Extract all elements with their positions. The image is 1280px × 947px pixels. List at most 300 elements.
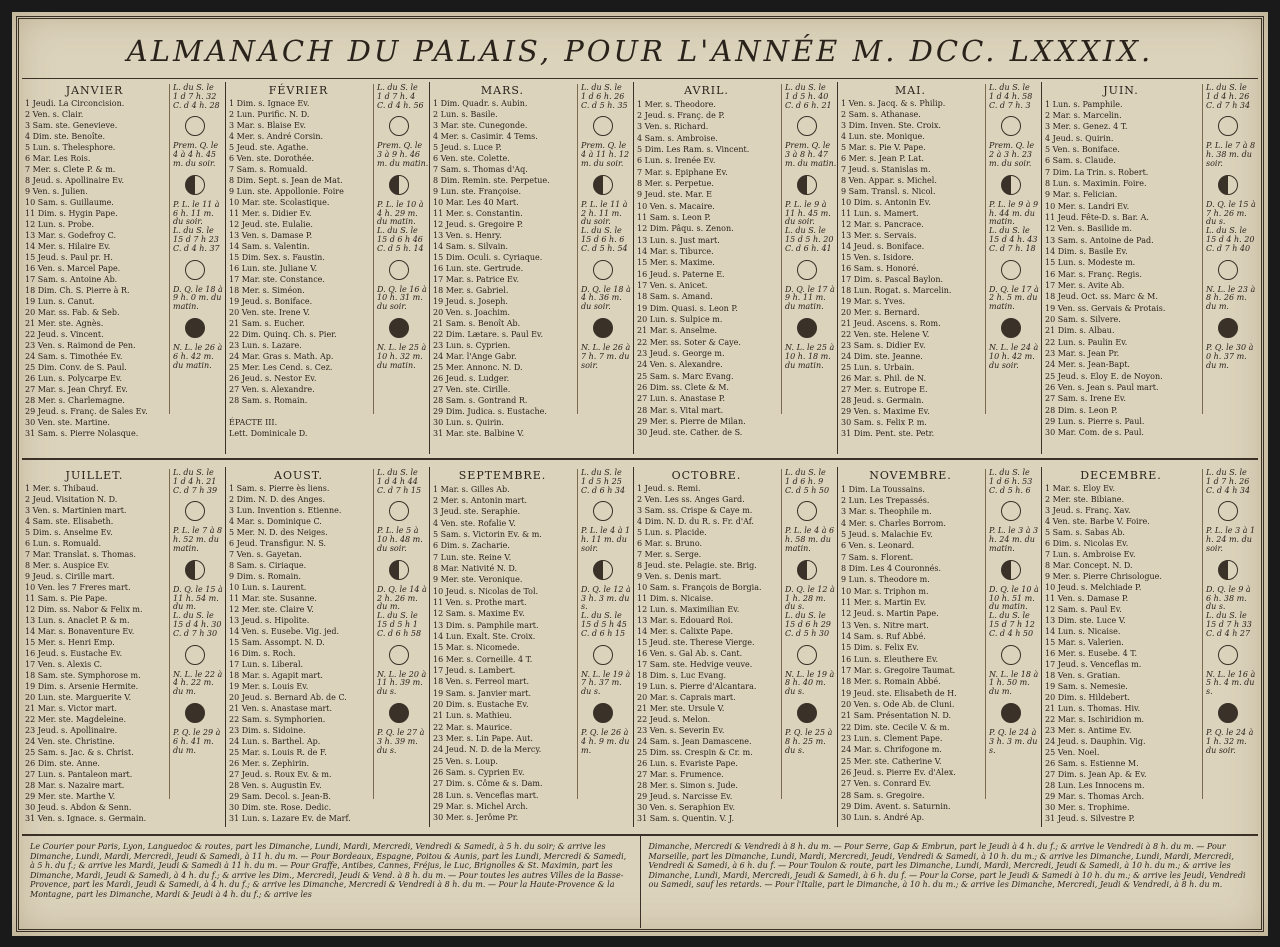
day-entry: 12 Mer. ste. Claire V. [229,605,314,615]
moon-phase-icon [1218,501,1238,521]
day-entry: 21 Lun. s. Thomas. Hiv. [1045,703,1141,713]
sun-moon-column [169,469,225,799]
month-column-septembre [430,467,634,827]
ephemeris-note: D. Q. le 12 à 1 h. 28 m. du s. [785,584,835,612]
day-entry: 20 Dim. s. Eustache Ev. [433,699,529,709]
ephemeris-note: P. Q. le 24 à 1 h. 32 m. du soir. [1206,727,1254,755]
day-entry: 14 Sam. s. Valentin. [229,242,310,252]
ephemeris-note: C. d 4 h. 56 [377,100,424,110]
day-entry: 20 Ven. ste. Irene V. [229,307,310,317]
day-entry: 15 Jeud. ste. Therese Vierge. [637,638,755,648]
day-entry: 25 Mar. s. Louis R. de F. [229,747,327,757]
day-entry: 1 Mer. s. Theodore. [637,99,716,109]
day-entry: 11 Jeud. Fête-D. s. Bar. A. [1045,212,1149,222]
day-entry: 30 Mer. s. Jerôme Pr. [433,813,519,823]
day-entry: 4 Lun. ste. Monique. [841,132,925,142]
month-name: OCTOBRE. [671,469,742,482]
ephemeris-note: L. du S. le [581,468,622,477]
ephemeris-note: 15 d 4 h. 43 [989,234,1038,244]
day-entry: 7 Mer. s. Clete P. & m. [25,165,116,175]
day-entry: 27 Dim. s. Côme & s. Dam. [433,779,543,789]
day-entry: 19 Dim. s. Arsenie Hermite. [25,681,139,691]
day-entry: 8 Lun. s. Maximin. Foire. [1045,178,1147,188]
moon-phase-icon [593,703,613,723]
ephemeris-note: Prem. Q. le 3 à 9 h. 46 m. du matin. [377,141,429,168]
ephemeris-note: P. L. le 9 à 11 h. 45 m. du soir. [785,199,831,227]
day-entry: 11 Ven. s. Damase P. [1045,594,1129,604]
day-entry: 10 Ven. les 7 Freres mart. [25,583,131,593]
day-entry: 16 Lun. s. Eleuthere Ev. [841,654,939,664]
ephemeris-note: 1 d 7 h. 32 [173,91,217,101]
day-entry: 21 Ven. s. Anastase mart. [229,703,333,713]
day-entry: 22 Mer. ss. Soter & Caye. [637,337,741,347]
month-name: JUILLET. [65,469,124,482]
moon-phase-icon [593,501,613,521]
ephemeris-note: C. d 6 h 34 [581,485,626,495]
day-entry: 17 Ven. s. Alexis C. [25,659,103,669]
day-entry: 4 Ven. ste. Rofalie V. [433,518,516,528]
ephemeris-note: P. L. le 9 à 9 h. 44 m. du matin. [989,199,1039,227]
day-entry: 24 Mar. s. Chrifogone m. [841,745,942,755]
months-first-half [22,82,1258,454]
day-entry: 3 Jeud. ste. Seraphie. [433,507,520,517]
day-entry: 3 Jeud. s. Franç. Xav. [1045,506,1131,516]
day-entry: 5 Ven. s. Boniface. [1045,144,1120,154]
day-entry: 4 Mer. s. Charles Borrom. [841,518,946,528]
day-list [433,99,575,439]
day-list [229,484,371,824]
day-entry: 27 Ven. s. Alexandre. [229,384,315,394]
day-entry: 17 Mer. s. Avite Ab. [1045,280,1125,290]
day-entry: 1 Mar. s. Gilles Ab. [433,484,510,494]
ephemeris-note: N. L. le 19 à 8 h. 40 m. du s. [785,669,835,697]
day-entry: 18 Mer. s. Siméon. [229,285,305,295]
ephemeris-note: L. du S. le [785,611,826,621]
day-entry: 28 Dim. s. Leon P. [1045,405,1118,415]
day-entry: 19 Ven. ss. Gervais & Protais. [1045,303,1166,313]
ephemeris-note: 1 d 7 h. 26 [1206,476,1250,486]
day-entry: 25 Lun. s. Urbain. [841,362,915,372]
moon-phase-icon [185,116,205,136]
sun-moon-column [781,84,837,414]
day-entry: 24 Mar. Gras s. Math. Ap. [229,351,334,361]
ephemeris-note: L. du S. le [785,226,826,236]
day-entry: 22 Mar. s. Maurice. [433,722,513,732]
day-entry: 24 Ven. s. Alexandre. [637,360,723,370]
day-entry: 13 Mar. s. Godefroy C. [25,231,117,241]
day-entry: 14 Jeud. s. Boniface. [841,242,925,252]
day-entry: 11 Mar. ste. Susanne. [229,594,317,604]
day-entry: 2 Ven. Les ss. Anges Gard. [637,495,745,505]
day-entry: 10 Sam. s. Guillaume. [25,198,114,208]
ephemeris-note: P. L. le 3 à 3 h. 24 m. du matin. [989,526,1039,553]
day-list [433,484,575,824]
month-name: MAI. [894,84,927,97]
moon-phase-icon [185,560,205,580]
day-entry: 24 Jeud. s. Dauphin. Vig. [1045,736,1146,746]
moon-phase-icon [1218,260,1238,280]
day-entry: 28 Ven. s. Augustin Ev. [229,780,322,790]
day-list [229,99,371,439]
day-entry: 7 Sam. s. Florent. [841,552,914,562]
day-entry: 24 Sam. s. Jean Damascene. [637,736,752,746]
day-entry: 16 Ven. s. Marcel Pape. [25,264,121,274]
day-entry: 19 Jeud. ste. Elisabeth de H. [841,688,957,698]
day-entry: 21 Mar. s. Victor mart. [25,703,117,713]
day-entry: 13 Dim. s. Pamphile mart. [433,620,539,630]
day-entry: 10 Mar. s. Triphon m. [841,586,929,596]
day-entry: 8 Ven. Appar. s. Michel. [841,176,937,186]
day-entry: 8 Dim. Sept. s. Jean de Mat. [229,176,343,186]
ephemeris-note: P. L. le 5 à 10 h. 48 m. du soir. [377,526,423,553]
day-entry: 24 Dim. ste. Jeanne. [841,351,923,361]
ephemeris-note: L. du S. le [1206,83,1247,92]
ephemeris-note: P. Q. le 29 à 6 h. 41 m. du m. [173,727,221,755]
sun-moon-column [781,469,837,799]
day-entry: 6 Mer. s. Jean P. Lat. [841,154,924,164]
day-entry: 5 Lun. s. Placide. [637,528,707,538]
ephemeris-note: N. L. le 23 à 8 h. 26 m. du m. [1206,284,1256,312]
moon-phase-icon [797,501,817,521]
day-entry: 12 Ven. s. Basilide m. [1045,224,1132,234]
day-entry: 26 Ven. s. Jean s. Paul mart. [1045,382,1159,392]
day-entry: 6 Lun. s. Irenée Ev. [637,156,716,166]
day-entry: 16 Lun. ste. Juliane V. [229,264,318,274]
ephemeris-note: Prem. Q. le 2 à 3 h. 23 m. du soir. [989,141,1035,168]
day-entry: 4 Mer. s. André Corsin. [229,132,324,142]
moon-phase-icon [1001,318,1021,338]
ephemeris-note: C. d 7 h 30 [173,628,218,638]
day-entry: 6 Lun. s. Romuald. [25,539,102,549]
day-entry: 8 Sam. s. Ciriaque. [229,561,307,571]
day-entry: 11 Mer. s. Constantin. [433,209,523,219]
day-list [841,484,983,824]
day-entry: 20 Ven. s. Joachim. [433,307,511,317]
ephemeris-note: 1 d 4 h 44 [377,476,418,486]
day-entry: 24 Sam. s. Timothée Ev. [25,351,123,361]
moon-phase-icon [389,703,409,723]
day-entry: 8 Mer. s. Perpetue. [637,178,714,188]
day-entry: 29 Mar. s. Thomas Arch. [1045,791,1144,801]
moon-phase-icon [1218,116,1238,136]
day-entry: 25 Mer. ste. Catherine V. [841,756,942,766]
moon-phase-icon [797,116,817,136]
day-entry: 29 Dim. Judica. s. Eustache. [433,406,547,416]
day-entry: 12 Lun. s. Maximilian Ev. [637,605,740,615]
day-entry: 1 Mar. s. Eloy Ev. [1045,484,1116,494]
day-entry: 19 Dim. Quasi. s. Leon P. [637,303,738,313]
month-name: MARS. [480,84,525,97]
day-entry: 7 Ven. s. Gayetan. [229,550,302,560]
ephemeris-note: C. d 4 h 50 [989,628,1034,638]
ephemeris-note: N. L. le 18 à 1 h. 50 m. du m. [989,669,1039,697]
day-entry: 3 Mar. s. Theophile m. [841,507,932,517]
day-entry: 1 Lun. s. Pamphile. [1045,99,1123,109]
ephemeris-note: Prem. Q. le 3 à 8 h. 47 m. du matin. [785,141,837,168]
ephemeris-note: P. L. le 4 à 6 h. 58 m. du matin. [785,526,835,553]
ephemeris-note: C. d 7 h. 18 [989,243,1036,253]
moon-phase-icon [1218,318,1238,338]
day-entry: 18 Mar. s. Agapit mart. [229,670,323,680]
day-entry: 23 Dim. s. Sidoine. [229,725,306,735]
day-entry: 27 Mer. s. Eutrope E. [841,384,928,394]
day-entry: 15 Jeud. s. Paul pr. H. [25,253,113,263]
day-entry: 1 Ven. s. Jacq. & s. Philip. [841,99,946,109]
month-name: JUIN. [1103,84,1139,97]
day-entry: 15 Dim. Oculi. s. Cyriaque. [433,253,543,263]
day-entry: 21 Jeud. Ascens. s. Rom. [841,318,941,328]
day-entry: 6 Dim. s. Zacharie. [433,541,510,551]
day-entry: 6 Mar. s. Bruno. [637,539,703,549]
day-list [1045,99,1187,439]
day-entry: 10 Sam. s. François de Borgia. [637,583,762,593]
day-entry: 4 Sam. ste. Elisabeth. [25,517,114,527]
day-entry: 24 Lun. s. Barthel. Ap. [229,736,321,746]
month-name: FÉVRIER [268,84,329,97]
ephemeris-note: 15 d 6 h 29 [785,619,831,629]
day-entry: 24 Mar. l'Ange Gabr. [433,351,517,361]
day-entry: 14 Sam. s. Ruf Abbé. [841,631,926,641]
day-entry: 23 Lun. s. Clement Pape. [841,733,943,743]
ephemeris-note: 1 d 6 h. 26 [581,91,625,101]
ephemeris-note: L. du S. le [785,83,826,92]
sun-moon-column [1202,469,1258,799]
ephemeris-note: L. du S. le [173,468,214,477]
day-entry: 12 Jeud. s. Martin Pape. [841,609,939,619]
day-entry: 4 Jeud. s. Quirin. [1045,133,1114,143]
ephemeris-note: 1 d 6 h. 9 [785,476,824,486]
sun-moon-column [985,84,1041,414]
day-entry: 13 Sam. s. Antoine de Pad. [1045,235,1154,245]
ephemeris-note: L. du S. le [377,83,418,92]
day-entry: 18 Ven. s. Ferreol mart. [433,677,530,687]
ephemeris-note: P. Q. le 25 à 8 h. 25 m. du s. [785,727,833,755]
day-list [637,484,779,824]
day-entry: 9 Ven. s. Julien. [25,187,88,197]
day-entry: 5 Sam. s. Victorin Ev. & m. [433,529,542,539]
ephemeris-note: N. L. le 19 à 7 h. 37 m. du s. [581,669,631,697]
ephemeris-note: N. L. le 25 à 10 h. 32 m. du matin. [377,342,427,370]
day-entry: 15 Mer. s. Maxime. [637,258,715,268]
moon-phase-icon [1001,116,1021,136]
moon-phase-icon [797,703,817,723]
month-name: SEPTEMBRE. [458,469,547,482]
day-entry: 7 Mar. Translat. s. Thomas. [25,550,136,560]
day-entry: 17 Dim. s. Pascal Baylon. [841,274,944,284]
day-entry: 18 Mer. s. Romain Abbé. [841,677,941,687]
day-entry: 14 Mar. s. Tiburce. [637,246,714,256]
moon-phase-icon [593,116,613,136]
day-entry: 11 Dim. s. Nicaise. [637,594,714,604]
day-entry: 11 Mer. s. Didier Ev. [229,209,312,219]
day-entry: 10 Mar. ste. Scolastique. [229,198,330,208]
sun-moon-column [169,84,225,414]
month-column-juin [1042,82,1258,454]
ephemeris-note: C. d 7 h 40 [1206,243,1251,253]
day-entry: 13 Dim. ste. Luce V. [1045,616,1126,626]
day-entry: 17 Ven. s. Anicet. [637,280,708,290]
ephemeris-note: C. d 5 h. 35 [581,100,628,110]
day-entry: 5 Mar. s. Pie V. Pape. [841,143,926,153]
ephemeris-note: P. L. le 7 à 8 h. 38 m. du soir. [1206,141,1256,168]
day-entry: 5 Lun. s. Thelesphore. [25,143,116,153]
ephemeris-note: D. Q. le 16 à 10 h. 31 m. du soir. [377,284,427,312]
day-entry: 26 Jeud. s. Nestor Ev. [229,373,317,383]
day-entry: 29 Mer. ste. Marthe V. [25,791,116,801]
day-entry: 26 Dim. ss. Clete & M. [637,382,729,392]
day-list [1045,484,1187,824]
day-entry: 4 Mer. s. Casimir. 4 Tems. [433,132,538,142]
day-entry: 21 Lun. s. Mathieu. [433,711,512,721]
day-entry: 17 Jeud. s. Lambert. [433,665,516,675]
day-entry: 1 Dim. Quadr. s. Aubin. [433,99,528,109]
ephemeris-note: L. du S. le [989,468,1030,477]
day-entry: 28 Mar. s. Nazaire mart. [25,780,125,790]
day-entry: 2 Lun. Purific. N. D. [229,110,310,120]
day-entry: 16 Ven. s. Gal Ab. s. Cant. [637,649,743,659]
ephemeris-note: N. L. le 26 à 6 h. 42 m. du matin. [173,342,223,370]
ephemeris-note: C. d 4 h. 37 [173,243,220,253]
ephemeris-note: C. d 5 h. 6 [989,485,1031,495]
moon-phase-icon [389,260,409,280]
day-entry: 23 Sam. s. Didier Ev. [841,340,926,350]
day-entry: 4 Ven. ste. Barbe V. Foire. [1045,517,1150,527]
ephemeris-note: C. d 4 h 34 [1206,485,1251,495]
day-entry: 22 Mer. ste. Magdeleine. [25,714,127,724]
day-entry: 14 Sam. s. Silvain. [433,242,508,252]
ephemeris-note: L. du S. le [377,468,418,477]
day-entry: 30 Jeud. ste. Cather. de S. [637,428,743,438]
ephemeris-note: 15 d 7 h 23 [173,234,219,244]
day-entry: 1 Mer. s. Thibaud. [25,484,99,494]
day-entry: 26 Dim. ste. Anne. [25,758,100,768]
moon-phase-icon [389,318,409,338]
day-entry: 24 Mer. s. Jean-Bapt. [1045,360,1130,370]
month-column-decembre [1042,467,1258,827]
day-entry: 22 Dim. Lætare. s. Paul Ev. [433,329,544,339]
ephemeris-note: 15 d 5 h 45 [581,619,627,629]
day-entry: 13 Lun. s. Anaclet P. & m. [25,616,130,626]
day-entry: 16 Jeud. s. Paterne E. [637,269,725,279]
day-entry: 23 Ven. s. Severin Ev. [637,725,725,735]
day-entry: 14 Mer. s. Hilaire Ev. [25,242,111,252]
ephemeris-note: C. d 7 h 34 [1206,100,1251,110]
day-entry: 27 Ven. ste. Cirille. [433,384,511,394]
ephemeris-note: L. du S. le [989,226,1030,236]
ephemeris-note: 15 d 7 h 33 [1206,619,1252,629]
moon-phase-icon [185,175,205,195]
day-entry: 23 Mer. s. Lin Pape. Aut. [433,733,533,743]
ephemeris-note: C. d 4 h 27 [1206,628,1251,638]
day-entry: 15 Lun. s. Modeste m. [1045,258,1136,268]
day-entry: 30 Jeud. s. Abdon & Senn. [25,802,132,812]
day-entry: 6 Dim. s. Nicolas Ev. [1045,539,1129,549]
day-entry: 19 Jeud. s. Joseph. [433,296,508,306]
day-entry: 17 Mar. s. Gregoire Taumat. [841,665,956,675]
day-entry: 21 Sam. s. Benoît Ab. [433,318,521,328]
day-entry: 26 Sam. s. Estienne M. [1045,758,1139,768]
day-entry: 15 Ven. s. Isidore. [841,253,914,263]
day-entry: 25 Jeud. s. Eloy E. de Noyon. [1045,371,1163,381]
day-entry: 2 Mar. s. Marcelin. [1045,110,1122,120]
day-entry: 28 Sam. s. Gontrand R. [433,395,528,405]
day-entry: 7 Mer. s. Serge. [637,550,702,560]
day-entry: 27 Mar. s. Jean Chryf. Ev. [25,384,128,394]
day-entry: 25 Mer. Annonc. N. D. [433,362,523,372]
day-entry: 5 Jeud. ste. Agathe. [229,143,309,153]
postal-note-right: Dimanche, Mercredi & Vendredi à 8 h. du m. — Pour Serre, Gap & Embrun, part le Jeudi à 4 h. du f.; & arrive le Vendredi à 8 h. du m. — Pour Marseille, part les Dimanche, Lundi, Mardi, Mercredi, Jeudi, Vendredi & Samedi, à 10 h. du m.; & arrive les Dimanche, Lundi, Mardi, Mercredi, Vendredi & Samedi, à 6 h. du f. — Pour Toulon & route, part les Dimanche, Lundi, Mardi, Mercredi, Jeudi & Samedi, à 10 h. du m.; & arrive les Dimanche, Lundi, Mardi, Mercredi, Jeudi & Samedi, à 6 h. du f. — Pour la Corse, part le Jeudi & Samedi à 10 h. du m.; & arrive les Jeudi, Vendredi ou Samedi, sauf les retards. — Pour l'Italie, part le Dimanche, à 10 h. du m.; & arrive les Dimanche, Mercredi, Jeudi & Vendredi, à 8 h. du m. [648,842,1246,890]
day-entry: 10 Mar. Les 40 Mart. [433,198,519,208]
day-entry: 27 Ven. s. Conrard Ev. [841,779,932,789]
moon-phase-icon [185,318,205,338]
ephemeris-note: C. d 5 h. 54 [581,243,628,253]
day-entry: 29 Mer. s. Pierre de Milan. [637,416,746,426]
ephemeris-note: 15 d 4 h. 20 [1206,234,1255,244]
day-entry: 11 Mer. s. Martin Ev. [841,597,927,607]
day-entry: 13 Mer. s. Servais. [841,231,917,241]
day-entry: 17 Mar. ste. Constance. [229,274,325,284]
day-entry: 2 Mer. s. Antonin mart. [433,495,528,505]
day-entry: 8 Dim. Remin. ste. Perpetue. [433,176,550,186]
moon-phase-icon [593,645,613,665]
day-entry: 21 Mer. ste. Ursule V. [637,703,725,713]
day-entry: 3 Lun. Invention s. Etienne. [229,506,342,516]
day-entry: 13 Ven. s. Damase P. [229,231,313,241]
day-entry: 29 Jeud. s. Narcisse Ev. [637,791,733,801]
day-entry: 9 Dim. s. Romain. [229,572,301,582]
day-entry: 8 Jeud. ste. Pelagie. ste. Brig. [637,561,757,571]
day-entry: 31 Mar. ste. Balbine V. [433,428,525,438]
day-entry: 14 Dim. s. Basile Ev. [1045,246,1128,256]
ephemeris-note: Prem. Q. le 4 à 11 h. 12 m. du soir. [581,141,630,168]
day-entry: 18 Dim. s. Luc Evang. [637,670,726,680]
moon-phase-icon [389,501,409,521]
day-entry: 12 Sam. s. Maxime Ev. [433,609,525,619]
ephemeris-note: 1 d 7 h. 4 [377,91,416,101]
day-entry: 23 Jeud. s. Apollinaire. [25,725,118,735]
day-entry: 29 Ven. s. Maxime Ev. [841,406,930,416]
ephemeris-note: C. d 7 h 15 [377,485,422,495]
ephemeris-note: 1 d 6 h. 53 [989,476,1033,486]
moon-phase-icon [797,175,817,195]
day-entry: 10 Mer. s. Landri Ev. [1045,201,1130,211]
day-entry [229,406,371,417]
ephemeris-note: P. L. le 11 à 2 h. 11 m. du soir. [581,199,628,227]
day-entry: 2 Jeud. Visitation N. D. [25,495,118,505]
ephemeris-note: 1 d 4 h. 26 [1206,91,1250,101]
month-column-novembre [838,467,1042,827]
day-entry: 28 Jeud. s. Germain. [841,395,924,405]
moon-phase-icon [797,260,817,280]
day-entry: 4 Dim. N. D. du R. s. Fr. d'Af. [637,517,754,527]
almanac-sheet [12,12,1268,936]
day-entry: 7 Mar. s. Epiphane Ev. [637,167,728,177]
moon-phase-icon [185,501,205,521]
day-entry: 15 Dim. s. Felix Ev. [841,643,919,653]
day-entry: 20 Sam. s. Silvere. [1045,314,1121,324]
day-entry: 26 Jeud. s. Pierre Ev. d'Alex. [841,767,956,777]
day-entry: 12 Sam. s. Paul Ev. [1045,605,1122,615]
day-entry: 17 Sam. ste. Hedvige veuve. [637,659,753,669]
ephemeris-note: L. du S. le [581,83,622,92]
day-entry: 9 Lun. ste. Françoise. [433,187,522,197]
day-entry: 19 Lun. s. Pierre d'Alcantara. [637,681,757,691]
moon-phase-icon [389,560,409,580]
day-entry: 26 Lun. s. Polycarpe Ev. [25,373,122,383]
day-entry: 28 Sam. s. Gregoire. [841,790,925,800]
day-entry: 1 Jeudi. La Circoncision. [25,99,125,109]
day-entry: 22 Sam. s. Symphorien. [229,714,326,724]
